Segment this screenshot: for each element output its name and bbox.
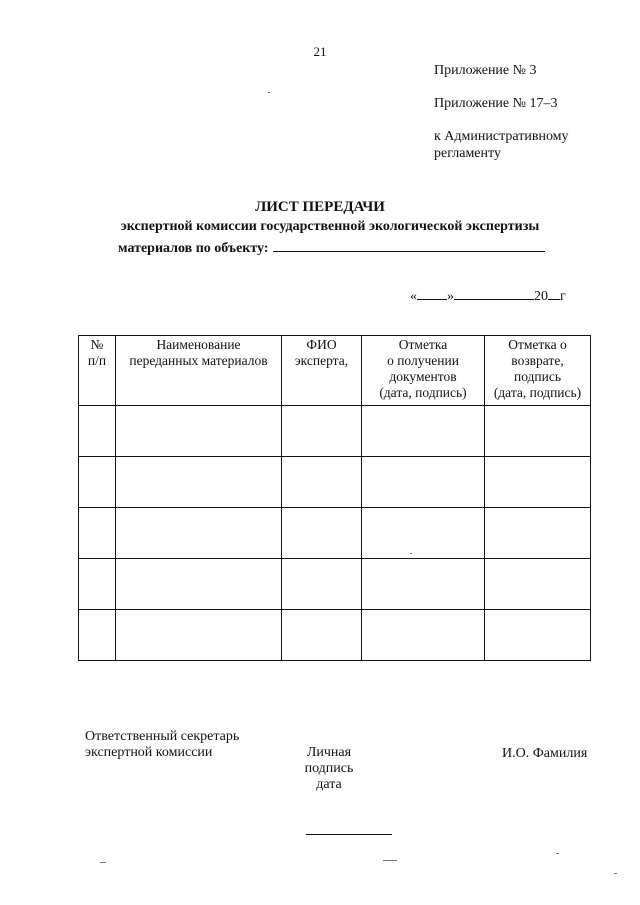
header-return-line: подпись (513, 369, 562, 384)
table-cell[interactable] (282, 610, 362, 661)
header-receipt-mark (362, 336, 485, 406)
scan-speck (410, 553, 412, 554)
header-return-line: возврате, (511, 353, 564, 368)
scan-speck (556, 853, 559, 854)
page-number: 21 (313, 44, 327, 59)
table-cell[interactable] (79, 508, 116, 559)
header-number-line: п/п (87, 353, 107, 368)
table-cell[interactable] (362, 508, 485, 559)
secretary-line-1: Ответственный секретарь (85, 729, 240, 744)
header-materials-line: Наименование (156, 337, 241, 352)
table-cell[interactable] (282, 406, 362, 457)
header-materials-line: переданных материалов (129, 353, 268, 368)
header-number (79, 336, 116, 406)
scan-speck (100, 862, 106, 863)
date-label: дата (316, 777, 342, 792)
table-cell[interactable] (485, 610, 591, 661)
table-cell[interactable] (362, 406, 485, 457)
table-cell[interactable] (116, 457, 282, 508)
scan-speck (383, 860, 397, 861)
table-cell[interactable] (485, 559, 591, 610)
year-blank[interactable] (548, 287, 560, 300)
table-cell[interactable] (116, 610, 282, 661)
signature-secretary (85, 729, 239, 761)
date-line (410, 287, 566, 305)
table-header-row (79, 336, 591, 406)
header-return-line: (дата, подпись) (493, 385, 582, 400)
table-cell[interactable] (485, 457, 591, 508)
table-cell[interactable] (79, 457, 116, 508)
table-cell[interactable] (485, 406, 591, 457)
header-return-line: Отметка о (508, 337, 567, 352)
month-blank[interactable] (454, 287, 534, 300)
year-suffix: г (560, 289, 566, 304)
table-body (79, 406, 591, 661)
object-label: материалов по объекту: (118, 241, 269, 256)
secretary-line-2: экспертной комиссии (85, 745, 213, 760)
scan-speck (614, 873, 617, 874)
header-receipt-line: документов (389, 369, 457, 384)
table-row (79, 508, 591, 559)
date-open-quote: « (410, 289, 417, 304)
document-subtitle: экспертной комиссии государственной экологической экспертизы (120, 219, 540, 234)
table-cell[interactable] (79, 610, 116, 661)
header-receipt-line: о получении (387, 353, 459, 368)
personal-signature-label: Личная подпись (304, 745, 354, 776)
header-expert-line: ФИО (306, 337, 337, 352)
signature-name: И.О. Фамилия (502, 746, 588, 761)
table-row (79, 406, 591, 457)
appendix-line-2: Приложение № 17–3 (434, 96, 558, 111)
appendix-line-1: Приложение № 3 (434, 63, 537, 78)
header-expert-line: эксперта, (294, 353, 349, 368)
table-cell[interactable] (116, 559, 282, 610)
day-blank[interactable] (417, 287, 447, 300)
object-blank-field[interactable] (273, 238, 545, 252)
table-row (79, 559, 591, 610)
scan-speck (268, 92, 270, 93)
table-cell[interactable] (485, 508, 591, 559)
year-prefix: 20 (534, 289, 548, 304)
header-expert (282, 336, 362, 406)
table-cell[interactable] (282, 559, 362, 610)
table-cell[interactable] (116, 508, 282, 559)
table-cell[interactable] (362, 559, 485, 610)
table-cell[interactable] (116, 406, 282, 457)
table-cell[interactable] (282, 457, 362, 508)
object-line (118, 238, 545, 257)
date-close-quote: » (447, 289, 454, 304)
header-number-line: № (90, 337, 104, 352)
table-cell[interactable] (362, 457, 485, 508)
document-title: ЛИСТ ПЕРЕДАЧИ (255, 199, 385, 215)
header-materials (116, 336, 282, 406)
table-row (79, 457, 591, 508)
table-cell[interactable] (282, 508, 362, 559)
header-receipt-line: Отметка (398, 337, 448, 352)
table-cell[interactable] (79, 406, 116, 457)
table-cell[interactable] (79, 559, 116, 610)
appendix-line-3b: регламенту (434, 146, 501, 161)
appendix-line-3a: к Административному (434, 129, 569, 144)
header-return-mark (485, 336, 591, 406)
bottom-divider (306, 834, 392, 835)
transfer-table (78, 335, 591, 661)
table-cell[interactable] (362, 610, 485, 661)
table-row (79, 610, 591, 661)
header-receipt-line: (дата, подпись) (379, 385, 467, 400)
signature-personal (282, 745, 376, 793)
